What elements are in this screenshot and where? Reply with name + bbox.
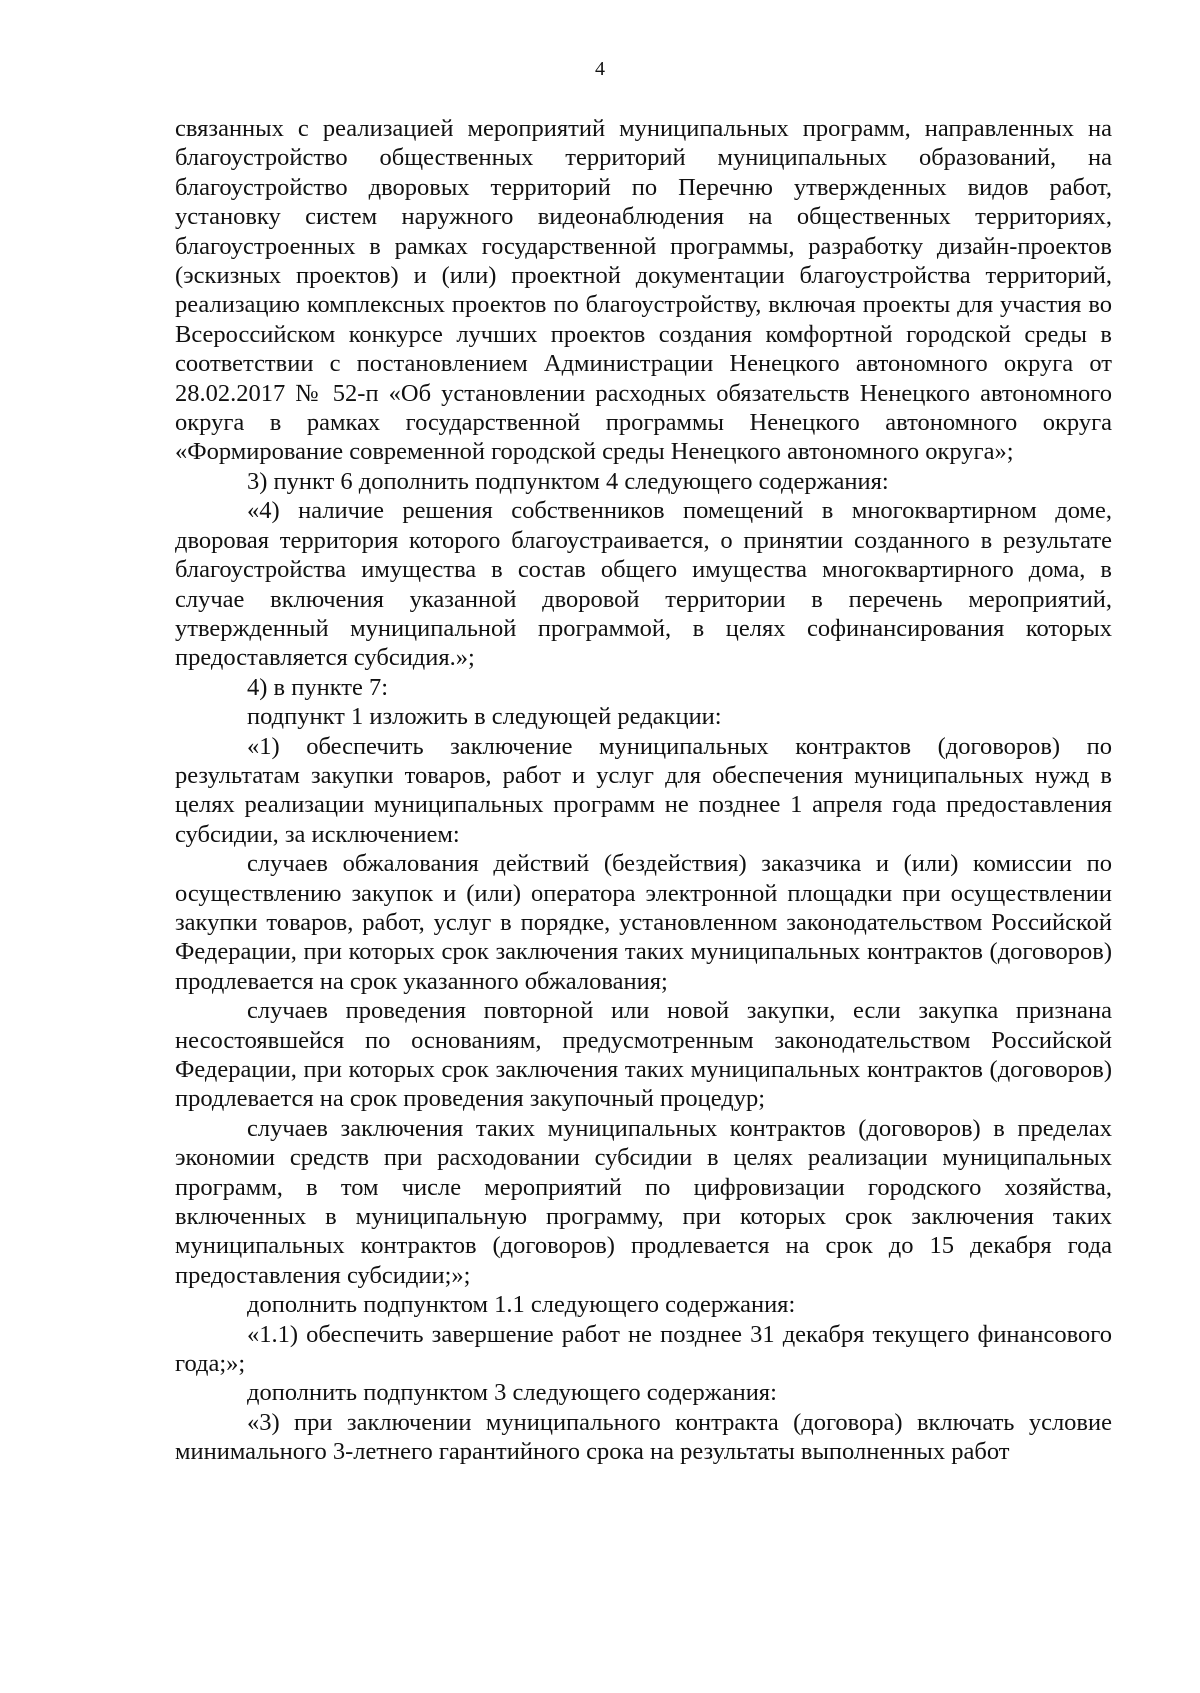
paragraph-12: дополнить подпунктом 3 следующего содержания: — [247, 1379, 777, 1407]
paragraph-5: подпункт 1 изложить в следующей редакции: — [247, 703, 722, 731]
paragraph-10: дополнить подпунктом 1.1 следующего содержания: — [247, 1291, 796, 1319]
paragraph-2: 3) пункт 6 дополнить подпунктом 4 следующего содержания: — [247, 467, 889, 495]
paragraph-7: случаев обжалования действий (бездействия) заказчика и (или) комиссии по осуществлению закупок и (или) оператора электронной площадки при осуществлении закупки товаров, работ, услуг в порядке, установленном законодательством Российской Федерации, при которых срок заключения таких муниципальных контрактов (договоров) продлевается на срок указанного обжалования; — [175, 850, 1112, 995]
paragraph-6: «1) обеспечить заключение муниципальных контрактов (договоров) по результатам закупки товаров, работ и услуг для обеспечения муниципальных нужд в целях реализации муниципальных программ не позднее 1 апреля года предоставления субсидии, за исключением: — [175, 732, 1112, 848]
paragraph-11: «1.1) обеспечить завершение работ не позднее 31 декабря текущего финансового года;»; — [175, 1320, 1112, 1378]
paragraph-9: случаев заключения таких муниципальных контрактов (договоров) в пределах экономии средств при расходовании субсидии в целях реализации муниципальных программ, в том числе мероприятий по цифровизации городского хозяйства, включенных в муниципальную программу, при которых срок заключения таких муниципальных контрактов (договоров) продлевается на срок до 15 декабря года предоставления субсидии;»; — [175, 1114, 1112, 1289]
paragraph-4: 4) в пункте 7: — [247, 673, 389, 701]
paragraph-3: «4) наличие решения собственников помещений в многоквартирном доме, дворовая территория которого благоустраивается, о принятии созданного в результате благоустройства имущества в состав общего имущества многоквартирного дома, в случае включения указанной дворовой территории в перечень мероприятий, утвержденный муниципальной программой, в целях софинансирования которых предоставляется субсидия.»; — [175, 497, 1112, 672]
paragraph-8: случаев проведения повторной или новой закупки, если закупка признана несостоявшейся по основаниям, предусмотренным законодательством Российской Федерации, при которых срок заключения таких муниципальных контрактов (договоров) продлевается на срок проведения закупочный процедур; — [175, 997, 1112, 1113]
paragraph-13: «3) при заключении муниципального контракта (договора) включать условие минимального 3-летнего гарантийного срока на результаты выполненных работ — [175, 1408, 1112, 1466]
paragraph-1: связанных с реализацией мероприятий муниципальных программ, направленных на благоустройство общественных территорий муниципальных образований, на благоустройство дворовых территорий по Перечню утвержденных видов работ, установку систем наружного видеонаблюдения на общественных территориях, благоустроенных в рамках государственной программы, разработку дизайн-проектов (эскизных проектов) и (или) проектной документации благоустройства территорий, реализацию комплексных проектов по благоустройству, включая проекты для участия во Всероссийском конкурсе лучших проектов создания комфортной городской среды в соответствии с постановлением Администрации Ненецкого автономного округа от 28.02.2017 № 52-п «Об установлении расходных обязательств Ненецкого автономного округа в рамках государственной программы Ненецкого автономного округа «Формирование современной городской среды Ненецкого автономного округа»; — [175, 115, 1112, 466]
document-body — [175, 114, 1112, 1467]
page-number: 4 — [595, 58, 605, 80]
